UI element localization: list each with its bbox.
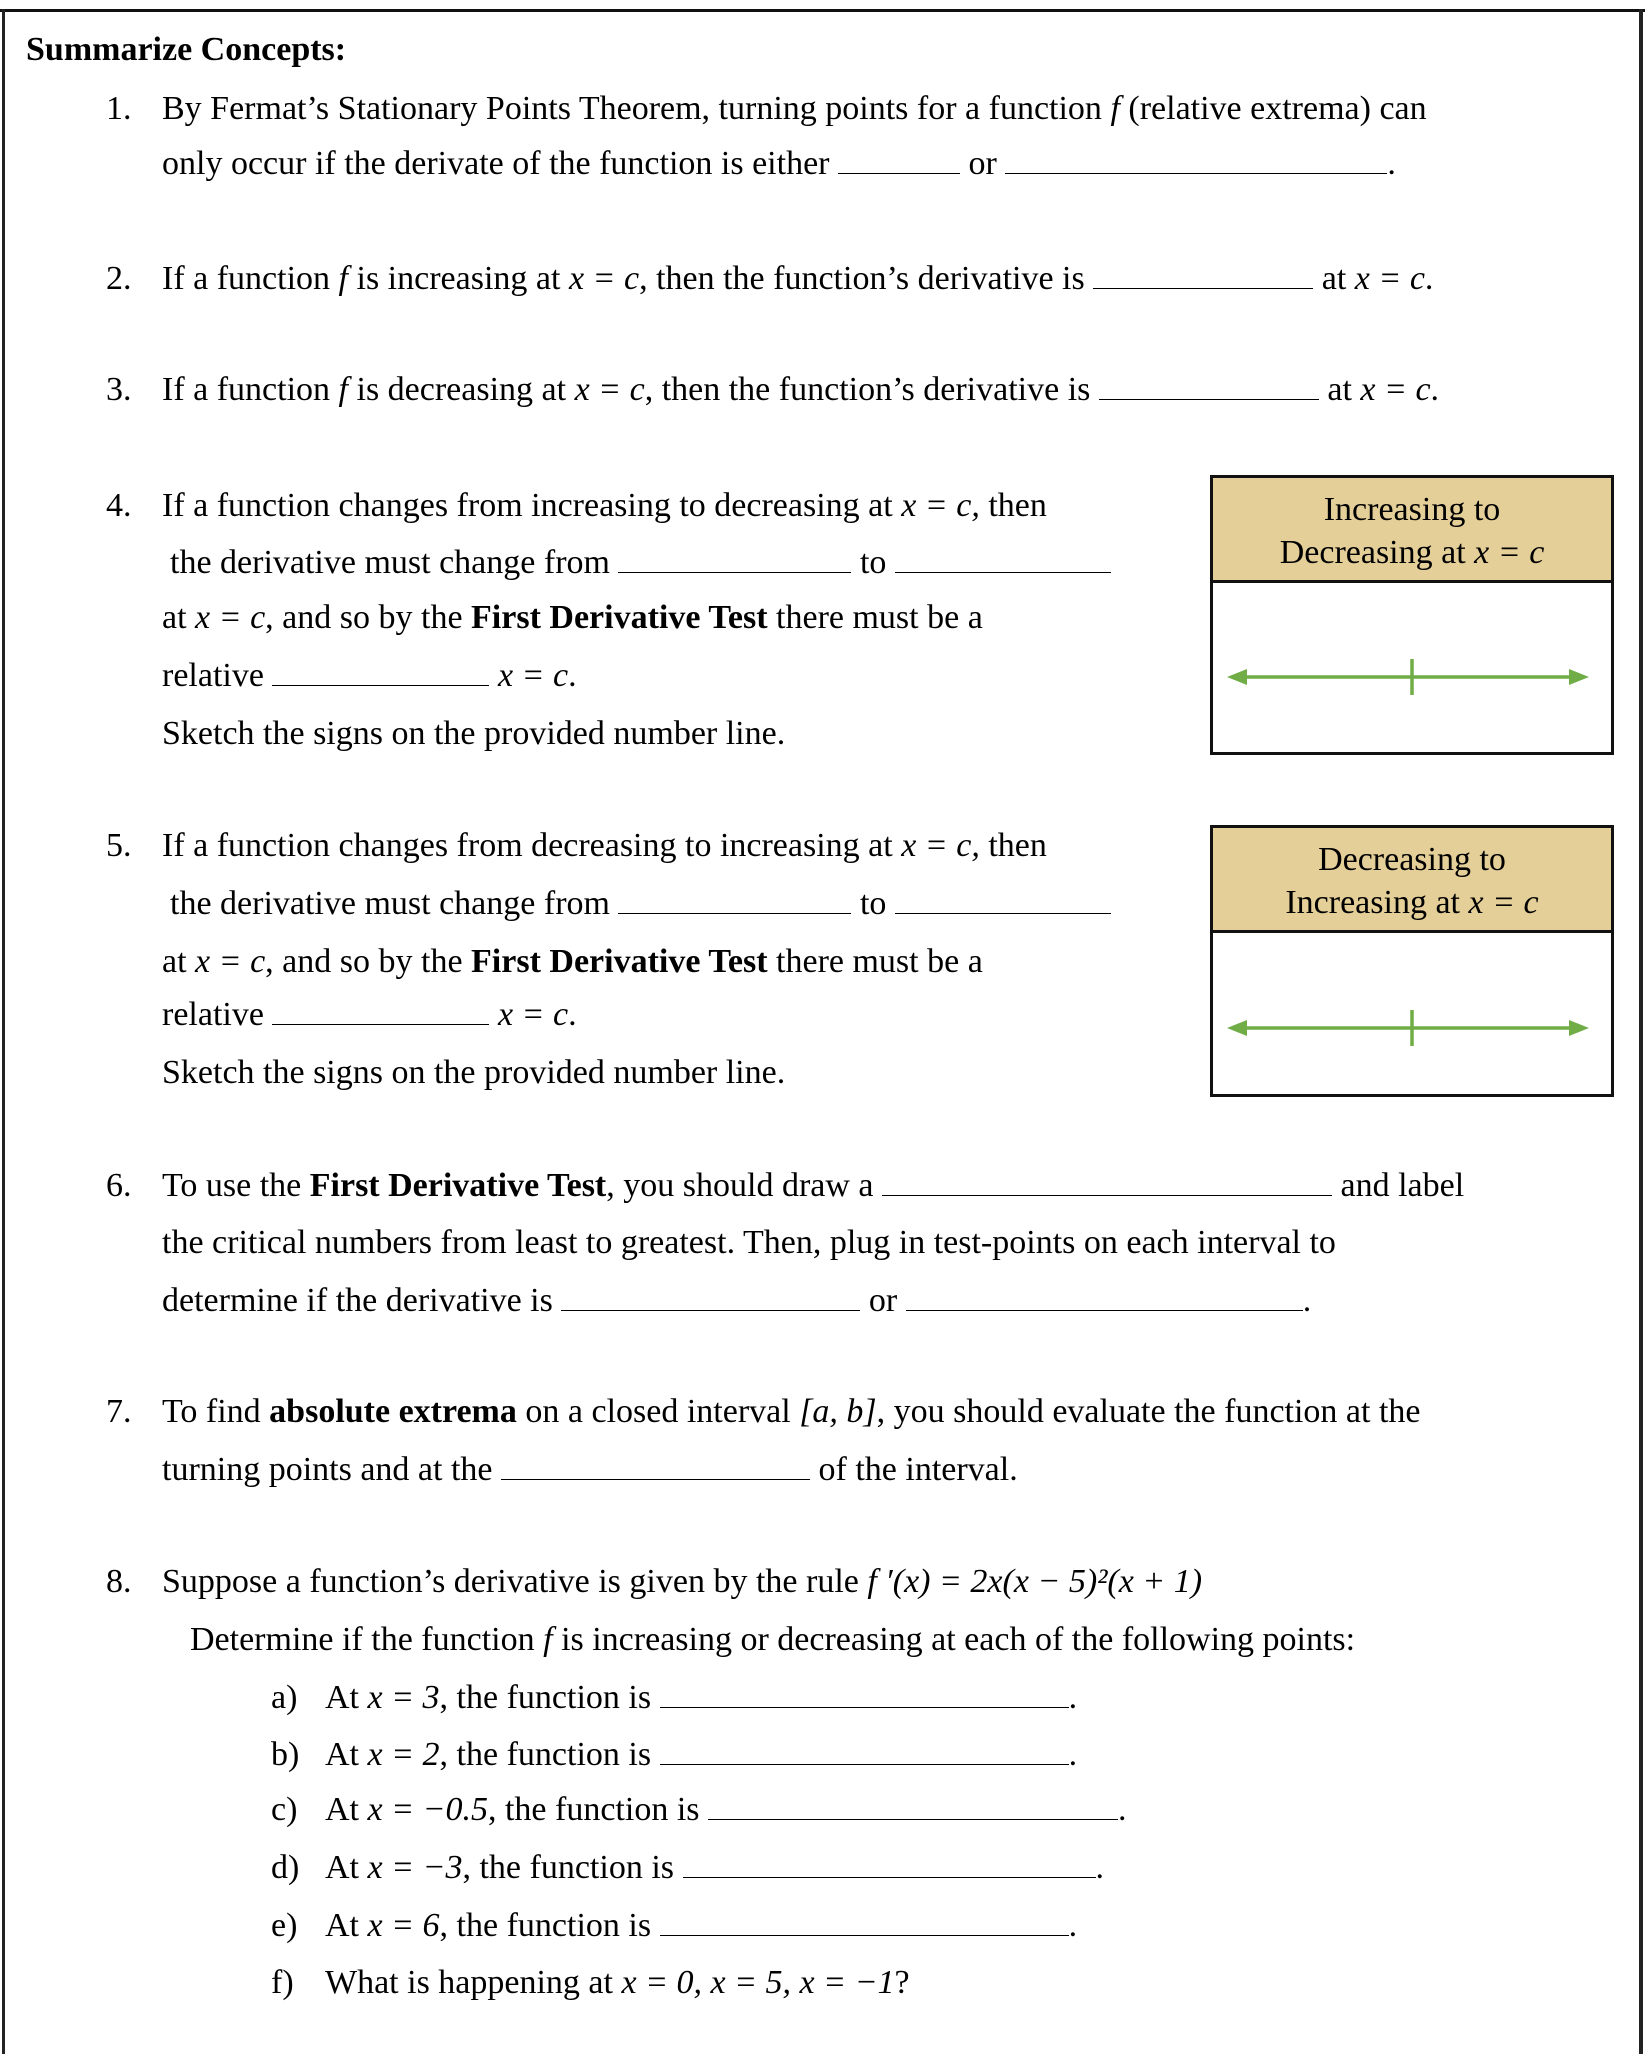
q8-part-b (325, 1735, 1077, 1775)
text: relative (162, 657, 273, 694)
answer-blank[interactable] (561, 1282, 860, 1311)
math-expression: x = c (195, 943, 266, 980)
box-header-line-2 (1213, 531, 1611, 574)
text: at (162, 943, 196, 980)
math-expression: x = −0.5 (367, 1791, 488, 1828)
q5-line-5 (162, 1053, 785, 1093)
text: to (851, 885, 895, 922)
item-number: 3. (106, 371, 132, 408)
text: at (162, 599, 196, 636)
text: or (959, 145, 1006, 182)
item-number: 1. (106, 90, 132, 127)
q8-part-e (325, 1906, 1077, 1946)
text: If a function changes from decreasing to increasing at (162, 827, 902, 864)
answer-blank[interactable] (1093, 260, 1313, 289)
q1-line-2 (162, 144, 1396, 184)
box-header-math: x = c (1468, 884, 1539, 921)
text: only occur if the derivate of the function is either (162, 145, 838, 182)
text: at (1313, 260, 1355, 297)
text: then (979, 487, 1047, 524)
text: To use the (162, 1167, 310, 1204)
answer-blank[interactable] (895, 885, 1111, 914)
math-expression: x = 3 (367, 1679, 440, 1716)
math-expression: x = 6 (367, 1907, 440, 1944)
math-expression: x = c (1360, 371, 1431, 408)
math-expression: x = c (497, 996, 569, 1033)
answer-blank[interactable] (660, 1679, 1069, 1708)
q5-line-3 (162, 942, 983, 982)
box-header-text: Increasing at (1285, 884, 1469, 921)
math-expression: x = c (497, 657, 569, 694)
bold-term: First Derivative Test (471, 599, 768, 636)
text: . (1430, 371, 1440, 408)
inc-to-dec-box (1210, 475, 1614, 755)
text: (relative extrema) can (1119, 90, 1427, 127)
text: then (979, 827, 1047, 864)
text: , the function is (439, 1736, 660, 1773)
text: on a closed interval (516, 1393, 800, 1430)
part-label: b) (271, 1736, 300, 1773)
box-header-text: Decreasing at (1279, 534, 1475, 571)
q8-part-a (325, 1678, 1077, 1718)
text: . (1424, 260, 1434, 297)
text: , then the function’s derivative is (644, 371, 1099, 408)
text: , the function is (487, 1791, 709, 1828)
q1-line-1 (162, 89, 1427, 129)
item-number: 6. (106, 1167, 132, 1204)
q6-line-3 (162, 1281, 1311, 1321)
answer-blank[interactable] (683, 1849, 1096, 1878)
q2-line-1 (162, 259, 1433, 299)
text: is increasing at (348, 260, 569, 297)
q4-line-2 (170, 543, 1111, 583)
text: To find (162, 1393, 270, 1430)
dec-to-inc-box (1210, 825, 1614, 1097)
q7-line-1 (162, 1392, 1421, 1432)
q8-part-d (325, 1848, 1104, 1888)
answer-blank[interactable] (660, 1907, 1069, 1936)
answer-blank[interactable] (660, 1736, 1069, 1765)
text: to (851, 544, 895, 581)
math-expression: x = c (195, 599, 266, 636)
page-border-top (0, 9, 1645, 12)
text: . (1095, 1849, 1105, 1886)
math-expression: x = c (1354, 260, 1425, 297)
math-expression: x = 0, x = 5, x = −1 (621, 1964, 895, 2001)
right-arrow-icon (1569, 1020, 1589, 1036)
text (489, 657, 498, 694)
text: is decreasing at (348, 371, 575, 408)
math-expression: f (338, 371, 348, 408)
q8-line-1 (162, 1562, 1202, 1602)
text: If a function (162, 260, 339, 297)
part-label: d) (271, 1849, 300, 1886)
text: and label (1332, 1167, 1465, 1204)
item-number: 8. (106, 1563, 132, 1600)
number-line (1213, 933, 1611, 1094)
q4-line-5 (162, 714, 785, 754)
answer-blank[interactable] (618, 544, 851, 573)
bold-term: absolute extrema (269, 1393, 517, 1430)
text: the derivative must change from (170, 885, 619, 922)
math-expression: f (543, 1621, 553, 1658)
text: At (325, 1679, 368, 1716)
answer-blank[interactable] (906, 1282, 1303, 1311)
text: . (1387, 145, 1396, 182)
text: Sketch the signs on the provided number line. (162, 715, 786, 752)
math-expression: f (338, 260, 348, 297)
part-label: f) (271, 1964, 294, 2001)
item-number: 4. (106, 487, 132, 524)
item-number: 5. (106, 827, 132, 864)
q4-line-3 (162, 598, 983, 638)
text: ? (894, 1964, 910, 2001)
text: , the function is (439, 1679, 660, 1716)
text: If a function changes from increasing to decreasing at (162, 487, 902, 524)
answer-blank[interactable] (708, 1791, 1118, 1820)
number-line-area[interactable] (1213, 583, 1611, 752)
box-header-math: x = c (1474, 534, 1545, 571)
q3-line-1 (162, 370, 1439, 410)
text: turning points and at the (162, 1451, 502, 1488)
answer-blank[interactable] (895, 544, 1111, 573)
answer-blank[interactable] (272, 996, 489, 1025)
math-expression: x = c, (901, 487, 980, 524)
text: At (325, 1849, 368, 1886)
left-arrow-icon (1227, 669, 1247, 685)
text: there must be a (767, 599, 983, 636)
q7-line-2 (162, 1450, 1018, 1490)
text: At (325, 1907, 368, 1944)
math-expression: [a, b] (799, 1393, 877, 1430)
q8-line-2 (190, 1620, 1355, 1660)
box-header-line-2 (1213, 881, 1611, 924)
item-number: 7. (106, 1393, 132, 1430)
q5-line-1 (162, 826, 1047, 866)
answer-blank[interactable] (1005, 145, 1387, 174)
page-border-right (1639, 9, 1643, 2054)
text (489, 996, 498, 1033)
bold-term: First Derivative Test (471, 943, 768, 980)
text: there must be a (767, 943, 983, 980)
q6-line-2 (162, 1223, 1336, 1263)
text: of the interval. (810, 1451, 1018, 1488)
item-number: 2. (106, 260, 132, 297)
answer-blank[interactable] (618, 885, 851, 914)
text: . (1302, 1282, 1312, 1319)
text: , then the function’s derivative is (639, 260, 1094, 297)
section-title: Summarize Concepts: (26, 31, 347, 68)
q5-line-4 (162, 995, 577, 1035)
text: . (1068, 1907, 1078, 1944)
text: By Fermat’s Stationary Points Theorem, turning points for a function (162, 90, 1111, 127)
text: at (1318, 371, 1361, 408)
answer-blank[interactable] (838, 145, 960, 174)
text: , the function is (439, 1907, 660, 1944)
text: relative (162, 996, 273, 1033)
q5-line-2 (170, 884, 1111, 924)
bold-term: First Derivative Test (309, 1167, 607, 1204)
part-label: c) (271, 1791, 298, 1828)
text: What is happening at (325, 1964, 622, 2001)
q8-part-c (325, 1790, 1127, 1830)
q8-part-f (325, 1963, 910, 2003)
q4-line-1 (162, 486, 1047, 526)
text: , you should evaluate the function at the (876, 1393, 1421, 1430)
text: or (860, 1282, 906, 1319)
q4-line-4 (162, 656, 577, 696)
text: is increasing or decreasing at each of the following points: (552, 1621, 1356, 1658)
text: Sketch the signs on the provided number line. (162, 1054, 786, 1091)
box-header (1213, 828, 1611, 933)
text: determine if the derivative is (162, 1282, 562, 1319)
math-expression: x = 2 (367, 1736, 440, 1773)
answer-blank[interactable] (1099, 371, 1319, 400)
number-line-area[interactable] (1213, 933, 1611, 1094)
text: . (1118, 1791, 1127, 1828)
text: , and so by the (265, 943, 472, 980)
math-expression: x = c, (901, 827, 980, 864)
text: At (325, 1791, 368, 1828)
left-arrow-icon (1227, 1020, 1247, 1036)
text: , and so by the (265, 599, 472, 636)
part-label: e) (271, 1907, 298, 1944)
q6-line-1 (162, 1166, 1464, 1206)
answer-blank[interactable] (882, 1167, 1332, 1196)
text: At (325, 1736, 368, 1773)
text: . (568, 657, 577, 694)
answer-blank[interactable] (501, 1451, 810, 1480)
math-expression: x = c (574, 371, 645, 408)
text: the derivative must change from (170, 544, 619, 581)
number-line (1213, 583, 1611, 752)
text: Suppose a function’s derivative is given by the rule (162, 1563, 868, 1600)
part-label: a) (271, 1679, 298, 1716)
math-expression: x = c (568, 260, 640, 297)
text: , the function is (462, 1849, 683, 1886)
box-header-line-1: Decreasing to (1318, 841, 1506, 878)
box-header-line-1: Increasing to (1323, 491, 1501, 528)
text: . (1068, 1736, 1078, 1773)
text: , you should draw a (606, 1167, 883, 1204)
text: If a function (162, 371, 339, 408)
text: the critical numbers from least to greatest. Then, plug in test-points on each interval to (162, 1224, 1336, 1261)
box-header (1213, 478, 1611, 583)
page-border-left (2, 9, 5, 2054)
text: . (1068, 1679, 1078, 1716)
math-expression: x = −3 (367, 1849, 463, 1886)
math-expression: f ′(x) = 2x(x − 5)²(x + 1) (867, 1563, 1203, 1600)
text: Determine if the function (190, 1621, 544, 1658)
right-arrow-icon (1569, 669, 1589, 685)
answer-blank[interactable] (272, 657, 489, 686)
text: . (568, 996, 577, 1033)
math-expression: f (1110, 90, 1120, 127)
